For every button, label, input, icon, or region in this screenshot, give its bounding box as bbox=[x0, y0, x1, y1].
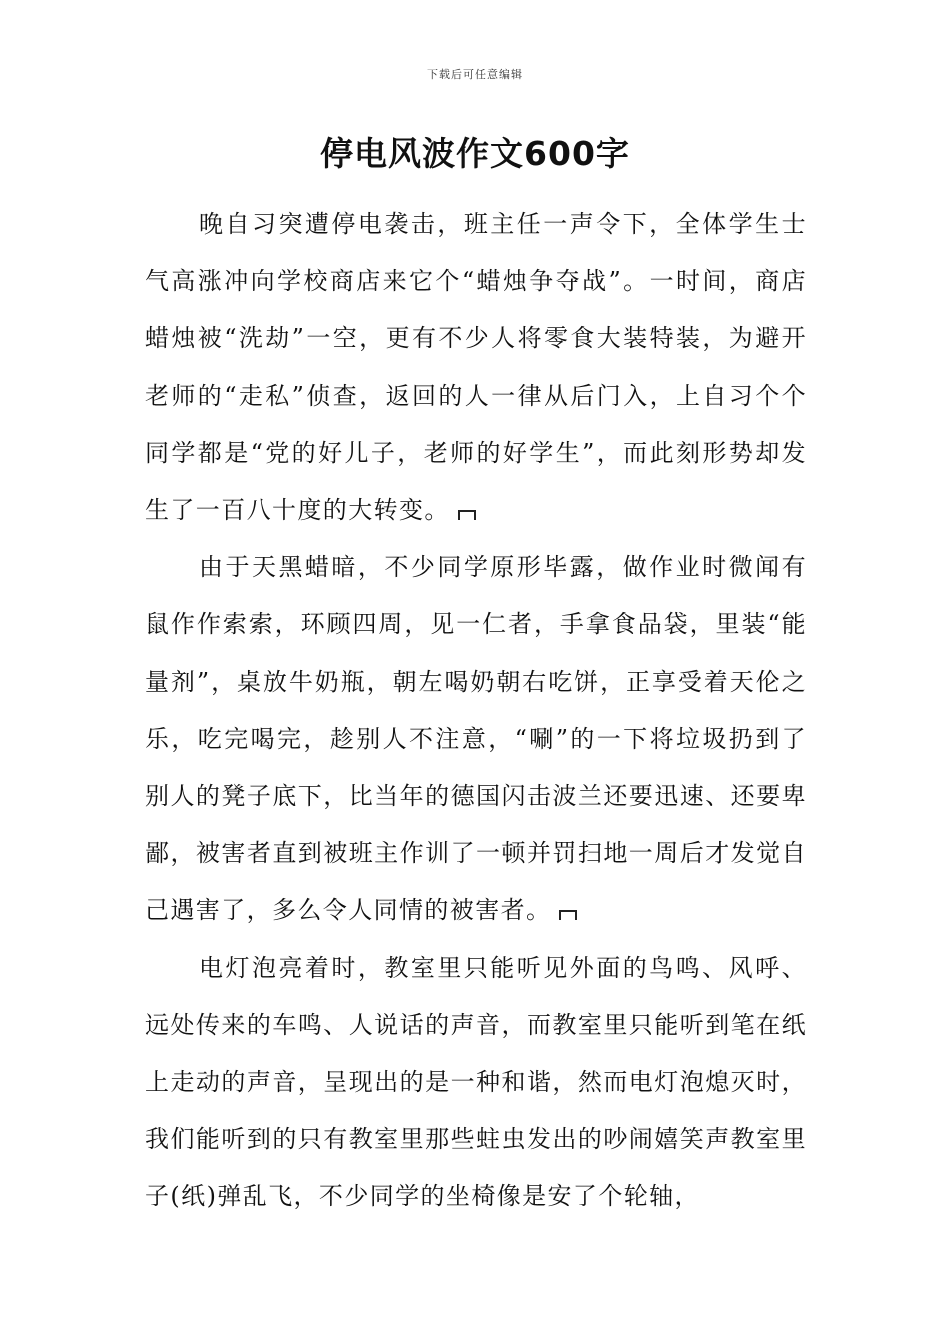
paragraph-1-text: 晚自习突遭停电袭击，班主任一声令下，全体学生士气高涨冲向学校商店来它个“蜡烛争夺战”。一时间，商店蜡烛被“洗劫”一空，更有不少人将零食大装特装，为避开老师的“走私”侦查，返回的人一律从后门入，上自习个个同学都是“党的好儿子，老师的好学生”，而此刻形势却发生了一百八十度的大转变。 bbox=[145, 210, 807, 525]
paragraph-end-mark-icon bbox=[559, 910, 577, 920]
paragraph-2-text: 由于天黑蜡暗，不少同学原形毕露，做作业时微闻有鼠作作索索，环顾四周，见一仁者，手拿食品袋，里装“能量剂”，桌放牛奶瓶，朝左喝奶朝右吃饼，正享受着天伦之乐，吃完喝完，趁别人不注意，“唰”的一下将垃圾扔到了别人的凳子底下，比当年的德国闪击波兰还要迅速、还要卑鄙，被害者直到被班主作训了一顿并罚扫地一周后才发觉自己遇害了，多么令人同情的被害者。 bbox=[145, 553, 807, 925]
paragraph-1 bbox=[145, 196, 807, 539]
paragraph-2 bbox=[145, 539, 807, 939]
paragraph-end-mark-icon bbox=[458, 510, 476, 520]
paragraph-3 bbox=[145, 940, 807, 1226]
paragraph-3-text: 电灯泡亮着时，教室里只能听见外面的鸟鸣、风呼、远处传来的车鸣、人说话的声音，而教室里只能听到笔在纸上走动的声音，呈现出的是一种和谐，然而电灯泡熄灭时，我们能听到的只有教室里那些蛀虫发出的吵闹嬉笑声教室里子(纸)弹乱飞，不少同学的坐椅像是安了个轮轴， bbox=[145, 953, 807, 1211]
document-body bbox=[145, 196, 807, 1226]
document-title: 停电风波作文600字 bbox=[320, 134, 630, 173]
header-note: 下载后可任意编辑 bbox=[427, 68, 523, 81]
